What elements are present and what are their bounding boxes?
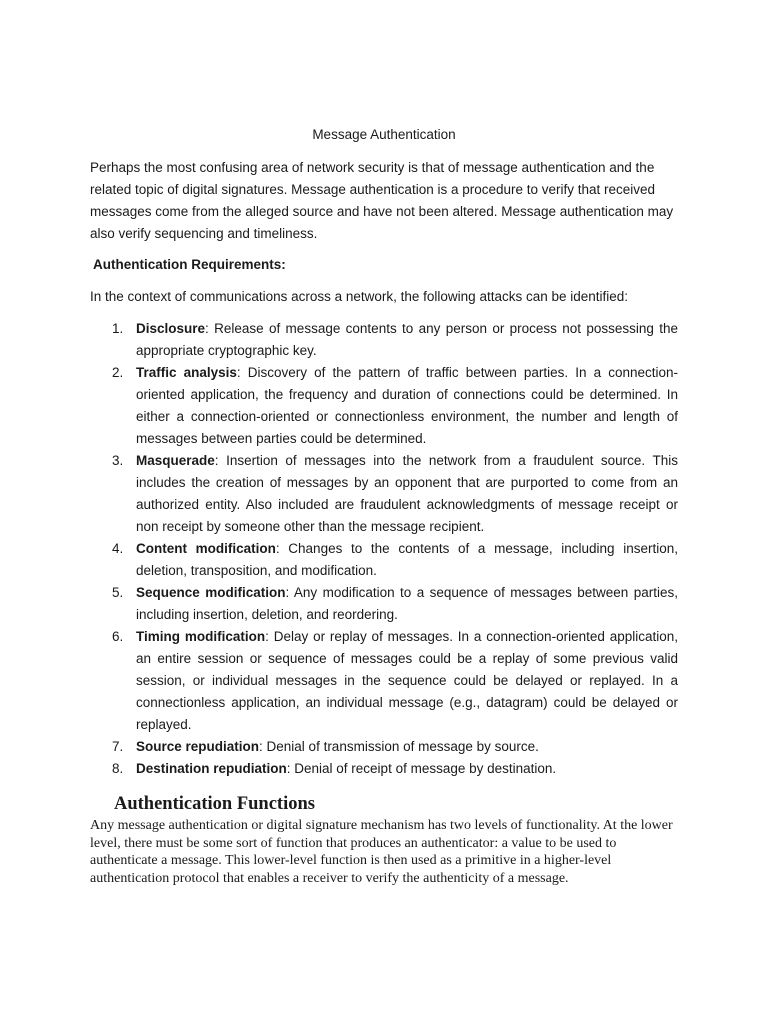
- attack-term: Destination repudiation: [136, 761, 287, 776]
- attack-term: Timing modification: [136, 629, 266, 644]
- attack-description: : Release of message contents to any person or process not possessing the appropriate cryptographic key.: [136, 321, 678, 358]
- list-item-number: 6.: [112, 629, 124, 644]
- attack-description: : Denial of transmission of message by source.: [259, 739, 539, 754]
- list-item: [90, 362, 678, 450]
- document-title: Message Authentication: [312, 127, 456, 142]
- attack-term: Masquerade: [136, 453, 215, 468]
- functions-paragraph: Any message authentication or digital signature mechanism has two levels of functionality. At the lower level, there must be some sort of function that produces an authenticator: a value to be used to authenticate a message. This lower-level function is then used as a primitive in a higher-level authentication protocol that enables a receiver to verify the authenticity of a message.: [90, 818, 673, 886]
- list-item-number: 3.: [112, 453, 124, 468]
- list-item: [90, 736, 678, 758]
- list-item-number: 2.: [112, 365, 124, 380]
- list-item: [90, 450, 678, 538]
- requirements-heading: Authentication Requirements:: [93, 257, 286, 272]
- attack-description: : Changes to the contents of a message, including insertion, deletion, transposition, and modification.: [136, 541, 678, 578]
- list-item-number: 1.: [112, 321, 124, 336]
- list-item: [90, 626, 678, 736]
- attack-description: : Denial of receipt of message by destination.: [286, 761, 557, 776]
- list-item: [90, 538, 678, 582]
- attack-description: : Delay or replay of messages. In a connection-oriented application, an entire session or sequence of messages could be a replay of some previous valid session, or individual messages in the sequence could be delayed or replayed. In a connectionless application, an individual message (e.g., datagram) could be delayed or replayed.: [136, 629, 678, 732]
- attack-term: Traffic analysis: [136, 365, 237, 380]
- attack-term: Source repudiation: [136, 739, 260, 754]
- functions-heading: Authentication Functions: [114, 794, 315, 814]
- context-paragraph: In the context of communications across a network, the following attacks can be identified:: [90, 289, 629, 304]
- attack-description: : Any modification to a sequence of messages between parties, including insertion, deletion, and reordering.: [136, 585, 678, 622]
- attack-term: Sequence modification: [136, 585, 286, 600]
- list-item: [90, 758, 678, 780]
- attack-description: : Discovery of the pattern of traffic between parties. In a connection-oriented application, the frequency and duration of connections could be determined. In either a connection-oriented or connectionless environment, the number and length of messages between parties could be determined.: [136, 365, 678, 446]
- attack-term: Disclosure: [136, 321, 206, 336]
- list-item-number: 7.: [112, 739, 124, 754]
- list-item: [90, 318, 678, 362]
- list-item: [90, 582, 678, 626]
- intro-paragraph: Perhaps the most confusing area of network security is that of message authentication and the related topic of digital signatures. Message authentication is a procedure to verify that received messages come from the alleged source and have not been altered. Message authentication may also verify sequencing and timeliness.: [90, 160, 674, 241]
- attack-term: Content modification: [136, 541, 276, 556]
- attack-list: [90, 318, 678, 780]
- list-item-number: 4.: [112, 541, 124, 556]
- attack-description: : Insertion of messages into the network from a fraudulent source. This includes the creation of messages by an opponent that are purported to come from an authorized entity. Also included are fraudulent acknowledgments of message receipt or non receipt by someone other than the message recipient.: [136, 453, 678, 534]
- list-item-number: 8.: [112, 761, 124, 776]
- list-item-number: 5.: [112, 585, 124, 600]
